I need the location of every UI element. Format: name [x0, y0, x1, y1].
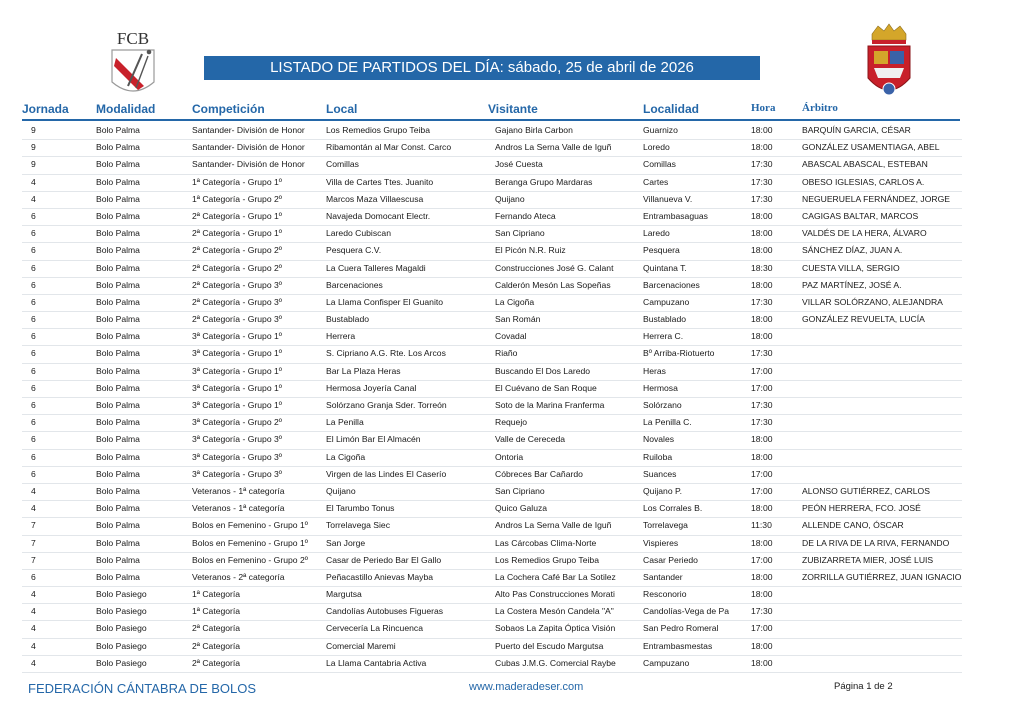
cell-modalidad: Bolo Palma — [96, 503, 140, 514]
cell-competicion: 2ª Categoría - Grupo 3º — [192, 314, 282, 325]
cell-modalidad: Bolo Palma — [96, 262, 140, 273]
table-row — [22, 209, 962, 226]
cell-jornada: 6 — [31, 571, 36, 582]
cell-hora: 18:00 — [751, 245, 773, 256]
cell-competicion: 3ª Categoría - Grupo 2º — [192, 417, 282, 428]
cell-visitante: Los Remedios Grupo Teiba — [495, 554, 599, 565]
cell-modalidad: Bolo Palma — [96, 485, 140, 496]
cell-competicion: 3ª Categoría - Grupo 1º — [192, 331, 282, 342]
table-row — [22, 656, 962, 673]
cell-modalidad: Bolo Palma — [96, 571, 140, 582]
cell-hora: 17:30 — [751, 417, 773, 428]
cell-modalidad: Bolo Palma — [96, 382, 140, 393]
cell-visitante: Requejo — [495, 417, 528, 428]
cell-localidad: Hermosa — [643, 382, 678, 393]
table-row — [22, 192, 962, 209]
cell-visitante: Cubas J.M.G. Comercial Raybe — [495, 657, 616, 668]
cell-local: Marcos Maza Villaescusa — [326, 193, 424, 204]
cell-modalidad: Bolo Palma — [96, 159, 140, 170]
cell-jornada: 7 — [31, 554, 36, 565]
cell-competicion: 1ª Categoría — [192, 606, 241, 617]
cell-jornada: 6 — [31, 348, 36, 359]
cell-jornada: 7 — [31, 520, 36, 531]
cell-hora: 17:00 — [751, 365, 773, 376]
cell-localidad: Villanueva V. — [643, 193, 693, 204]
cell-localidad: Herrera C. — [643, 331, 684, 342]
cell-competicion: 3ª Categoría - Grupo 3º — [192, 468, 282, 479]
cell-arbitro: OBESO IGLESIAS, CARLOS A. — [802, 176, 925, 187]
cell-local: Bustablado — [326, 314, 370, 325]
cell-visitante: José Cuesta — [495, 159, 543, 170]
cell-modalidad: Bolo Palma — [96, 142, 140, 153]
cell-localidad: Casar Periedo — [643, 554, 698, 565]
cell-local: Hermosa Joyería Canal — [326, 382, 417, 393]
table-row — [22, 570, 962, 587]
cell-modalidad: Bolo Palma — [96, 245, 140, 256]
cell-hora: 17:30 — [751, 176, 773, 187]
cell-arbitro: PAZ MARTÍNEZ, JOSÉ A. — [802, 279, 902, 290]
cell-hora: 18:00 — [751, 314, 773, 325]
cell-competicion: 3ª Categoría - Grupo 3º — [192, 451, 282, 462]
table-row — [22, 621, 962, 638]
cell-visitante: Gajano Birla Carbon — [495, 125, 573, 135]
cell-competicion: Bolos en Femenino - Grupo 2º — [192, 554, 308, 565]
cell-visitante: Calderón Mesón Las Sopeñas — [495, 279, 611, 290]
cell-visitante: Quijano — [495, 193, 525, 204]
cell-arbitro: ALLENDE CANO, ÓSCAR — [802, 520, 904, 531]
cell-hora: 18:00 — [751, 640, 773, 651]
cell-modalidad: Bolo Palma — [96, 314, 140, 325]
cell-local: Comillas — [326, 159, 359, 170]
cell-competicion: Santander- División de Honor — [192, 159, 305, 170]
cell-jornada: 6 — [31, 331, 36, 342]
cell-hora: 18:00 — [751, 279, 773, 290]
cell-competicion: Bolos en Femenino - Grupo 1º — [192, 520, 308, 531]
cell-hora: 18:00 — [751, 210, 773, 221]
cell-local: Candolías Autobuses Figueras — [326, 606, 444, 617]
cell-hora: 17:30 — [751, 159, 773, 170]
cell-hora: 18:00 — [751, 537, 773, 548]
cell-localidad: Campuzano — [643, 657, 690, 668]
cell-jornada: 6 — [31, 400, 36, 410]
cell-jornada: 6 — [31, 245, 36, 256]
table-row — [22, 398, 962, 415]
cell-jornada: 6 — [31, 417, 36, 428]
cell-visitante: Quico Galuza — [495, 503, 548, 514]
cell-arbitro: BARQUÍN GARCIA, CÉSAR — [802, 125, 911, 135]
cell-modalidad: Bolo Palma — [96, 554, 140, 565]
cell-hora: 18:00 — [751, 571, 773, 582]
cell-jornada: 6 — [31, 382, 36, 393]
cell-local: Barcenaciones — [326, 279, 383, 290]
cell-localidad: Comillas — [643, 159, 676, 170]
cell-localidad: Loredo — [643, 142, 670, 153]
cell-hora: 18:00 — [751, 434, 773, 445]
cell-local: La Penilla — [326, 417, 364, 428]
cell-jornada: 4 — [31, 623, 36, 634]
cell-jornada: 4 — [31, 176, 36, 187]
cell-competicion: Santander- División de Honor — [192, 142, 305, 153]
cell-visitante: Andros La Serna Valle de Iguñ — [495, 520, 612, 531]
cell-hora: 17:00 — [751, 382, 773, 393]
table-row — [22, 604, 962, 621]
table-row — [22, 175, 962, 192]
cell-hora: 18:30 — [751, 262, 773, 273]
cell-modalidad: Bolo Palma — [96, 520, 140, 531]
cell-competicion: Santander- División de Honor — [192, 125, 305, 135]
cell-hora: 17:30 — [751, 400, 773, 410]
cell-hora: 17:00 — [751, 485, 773, 496]
cell-modalidad: Bolo Palma — [96, 125, 140, 135]
table-row — [22, 553, 962, 570]
cell-hora: 17:30 — [751, 348, 773, 359]
cell-visitante: Covadal — [495, 331, 527, 342]
cell-competicion: 2ª Categoría - Grupo 2º — [192, 262, 282, 273]
cell-modalidad: Bolo Pasiego — [96, 606, 147, 617]
table-row — [22, 501, 962, 518]
cell-modalidad: Bolo Palma — [96, 434, 140, 445]
cell-modalidad: Bolo Palma — [96, 176, 140, 187]
cell-arbitro: VALDÉS DE LA HERA, ÁLVARO — [802, 228, 927, 239]
cell-jornada: 6 — [31, 279, 36, 290]
cell-visitante: Beranga Grupo Mardaras — [495, 176, 593, 187]
cell-local: Bar La Plaza Heras — [326, 365, 401, 376]
cell-hora: 18:00 — [751, 142, 773, 153]
table-row — [22, 140, 962, 157]
table-row — [22, 329, 962, 346]
cell-jornada: 6 — [31, 228, 36, 239]
cell-competicion: 2ª Categoría - Grupo 1º — [192, 210, 282, 221]
cell-jornada: 4 — [31, 640, 36, 651]
cell-modalidad: Bolo Pasiego — [96, 589, 147, 600]
cell-local: Casar de Periedo Bar El Gallo — [326, 554, 442, 565]
cell-localidad: Santander — [643, 571, 683, 582]
cell-arbitro: PEÓN HERRERA, FCO. JOSÉ — [802, 503, 921, 514]
cell-jornada: 6 — [31, 434, 36, 445]
cell-visitante: Cóbreces Bar Cañardo — [495, 468, 583, 479]
cell-localidad: La Penilla C. — [643, 417, 692, 428]
fcb-logo — [104, 22, 162, 100]
cell-visitante: La Cochera Café Bar La Sotilez — [495, 571, 616, 582]
cell-visitante: Ontoria — [495, 451, 524, 462]
cell-modalidad: Bolo Palma — [96, 417, 140, 428]
cell-local: Torrelavega Siec — [326, 520, 391, 531]
cell-jornada: 6 — [31, 314, 36, 325]
cell-modalidad: Bolo Palma — [96, 537, 140, 548]
cell-visitante: Valle de Cereceda — [495, 434, 566, 445]
column-header-modalidad: Modalidad — [96, 102, 156, 116]
cell-modalidad: Bolo Palma — [96, 348, 140, 359]
cell-competicion: 2ª Categoría - Grupo 3º — [192, 279, 282, 290]
cell-local: Ribamontán al Mar Const. Carco — [326, 142, 452, 153]
cell-competicion: 2ª Categoría — [192, 623, 241, 634]
cell-jornada: 7 — [31, 537, 36, 548]
cell-localidad: Entrambasmestas — [643, 640, 713, 651]
cell-jornada: 6 — [31, 262, 36, 273]
cell-hora: 11:30 — [751, 520, 772, 531]
cell-jornada: 6 — [31, 468, 36, 479]
cell-visitante: El Cuévano de San Roque — [495, 382, 597, 393]
cell-modalidad: Bolo Pasiego — [96, 623, 147, 634]
cell-hora: 18:00 — [751, 451, 773, 462]
cell-modalidad: Bolo Pasiego — [96, 640, 147, 651]
cell-jornada: 9 — [31, 125, 36, 135]
cell-visitante: Puerto del Escudo Margutsa — [495, 640, 604, 651]
cell-localidad: Candolías-Vega de Pa — [643, 606, 730, 617]
cell-modalidad: Bolo Palma — [96, 228, 140, 239]
cell-modalidad: Bolo Palma — [96, 331, 140, 342]
cell-visitante: Riaño — [495, 348, 518, 359]
cell-arbitro: ZORRILLA GUTIÉRREZ, JUAN IGNACIO — [802, 571, 962, 582]
cell-visitante: San Román — [495, 314, 541, 325]
cell-localidad: Barcenaciones — [643, 279, 700, 290]
cell-jornada: 4 — [31, 485, 36, 496]
cell-visitante: Andros La Serna Valle de Iguñ — [495, 142, 612, 153]
footer-website-link[interactable]: www.maderadeser.com — [469, 681, 584, 693]
cell-localidad: Entrambasaguas — [643, 210, 708, 221]
cell-modalidad: Bolo Palma — [96, 400, 140, 410]
cell-local: La Llama Confisper El Guanito — [326, 296, 444, 307]
table-row — [22, 312, 962, 329]
table-row — [22, 467, 962, 484]
cell-jornada: 6 — [31, 365, 36, 376]
cell-localidad: Resconorio — [643, 589, 687, 600]
cell-hora: 17:00 — [751, 554, 773, 565]
cell-localidad: Guarnizo — [643, 125, 678, 135]
cell-modalidad: Bolo Palma — [96, 468, 140, 479]
cell-jornada: 4 — [31, 193, 36, 204]
cell-local: La Cigoña — [326, 451, 366, 462]
cell-arbitro: GONZÁLEZ REVUELTA, LUCÍA — [802, 314, 925, 325]
cell-local: Solórzano Granja Sder. Torreón — [326, 400, 447, 410]
cell-competicion: 3ª Categoría - Grupo 1º — [192, 365, 282, 376]
table-row — [22, 157, 962, 174]
cell-localidad: Bº Arriba-Riotuerto — [643, 348, 715, 359]
table-row — [22, 639, 962, 656]
cell-local: El Tarumbo Tonus — [326, 503, 395, 514]
cell-competicion: 1ª Categoría - Grupo 2º — [192, 193, 282, 204]
cell-jornada: 4 — [31, 606, 36, 617]
cell-competicion: 2ª Categoría - Grupo 2º — [192, 245, 282, 256]
table-row — [22, 450, 962, 467]
cell-hora: 18:00 — [751, 657, 773, 668]
cell-localidad: Novales — [643, 434, 675, 445]
cell-jornada: 6 — [31, 296, 36, 307]
cell-competicion: Bolos en Femenino - Grupo 1º — [192, 537, 308, 548]
fcb-logo-text: FCB — [116, 29, 150, 48]
table-row — [22, 261, 962, 278]
cell-localidad: Cartes — [643, 176, 669, 187]
cell-arbitro: ABASCAL ABASCAL, ESTEBAN — [802, 159, 928, 170]
cell-hora: 17:30 — [751, 193, 773, 204]
cell-modalidad: Bolo Palma — [96, 210, 140, 221]
cell-hora: 17:30 — [751, 606, 773, 617]
cell-hora: 17:30 — [751, 296, 773, 307]
cell-localidad: Quijano P. — [643, 485, 683, 496]
table-row — [22, 518, 962, 535]
table-row — [22, 346, 962, 363]
cell-modalidad: Bolo Pasiego — [96, 657, 147, 668]
cell-local: Navajeda Domocant Electr. — [326, 210, 431, 221]
cell-localidad: Quintana T. — [643, 262, 687, 273]
cell-competicion: 3ª Categoría - Grupo 1º — [192, 382, 282, 393]
cell-competicion: 1ª Categoría — [192, 589, 241, 600]
cell-localidad: Pesquera — [643, 245, 680, 256]
cell-competicion: 2ª Categoría - Grupo 1º — [192, 228, 282, 239]
cell-hora: 18:00 — [751, 228, 773, 239]
cell-hora: 18:00 — [751, 331, 773, 342]
cell-arbitro: SÁNCHEZ DÍAZ, JUAN A. — [802, 245, 903, 256]
cell-localidad: San Pedro Romeral — [643, 623, 719, 634]
cell-jornada: 4 — [31, 589, 36, 600]
coat-of-arms-logo — [862, 22, 916, 102]
page-title: LISTADO DE PARTIDOS DEL DÍA: sábado, 25 de abril de 2026 — [204, 56, 760, 80]
cell-local: Los Remedios Grupo Teiba — [326, 125, 430, 135]
cell-localidad: Suances — [643, 468, 677, 479]
cell-local: La Llama Cantabria Activa — [326, 657, 427, 668]
cell-visitante: Las Cárcobas Clima-Norte — [495, 537, 597, 548]
cell-local: San Jorge — [326, 537, 366, 548]
table-row — [22, 123, 962, 140]
cell-local: El Limón Bar El Almacén — [326, 434, 421, 445]
column-header-competicion: Competición — [192, 102, 265, 116]
cell-jornada: 4 — [31, 657, 36, 668]
cell-hora: 17:00 — [751, 468, 773, 479]
cell-competicion: 3ª Categoría - Grupo 3º — [192, 434, 282, 445]
column-header-visitante: Visitante — [488, 102, 538, 116]
cell-hora: 18:00 — [751, 503, 773, 514]
cell-localidad: Campuzano — [643, 296, 690, 307]
table-row — [22, 536, 962, 553]
column-header-hora: Hora — [751, 102, 776, 114]
cell-visitante: Soto de la Marina Franferma — [495, 400, 605, 410]
footer-federation: FEDERACIÓN CÁNTABRA DE BOLOS — [28, 681, 257, 696]
cell-arbitro: CUESTA VILLA, SERGIO — [802, 262, 900, 273]
cell-modalidad: Bolo Palma — [96, 193, 140, 204]
cell-modalidad: Bolo Palma — [96, 279, 140, 290]
cell-local: Comercial Maremi — [326, 640, 396, 651]
cell-visitante: Buscando El Dos Laredo — [495, 365, 591, 376]
match-table — [22, 123, 962, 673]
cell-arbitro: ZUBIZARRETA MIER, JOSÉ LUIS — [802, 554, 934, 565]
table-row — [22, 278, 962, 295]
table-row — [22, 415, 962, 432]
cell-competicion: Veteranos - 2ª categoría — [192, 571, 285, 582]
cell-modalidad: Bolo Palma — [96, 451, 140, 462]
cell-localidad: Heras — [643, 365, 666, 376]
table-row — [22, 381, 962, 398]
cell-visitante: El Picón N.R. Ruiz — [495, 245, 566, 256]
cell-arbitro: ALONSO GUTIÉRREZ, CARLOS — [802, 485, 930, 496]
cell-jornada: 9 — [31, 159, 36, 170]
cell-localidad: Laredo — [643, 228, 670, 239]
cell-jornada: 6 — [31, 210, 36, 221]
cell-visitante: Alto Pas Construcciones Morati — [495, 589, 615, 600]
cell-competicion: 3ª Categoría - Grupo 1º — [192, 400, 282, 410]
table-row — [22, 243, 962, 260]
cell-localidad: Vispieres — [643, 537, 679, 548]
table-row — [22, 587, 962, 604]
cell-visitante: La Cigoña — [495, 296, 535, 307]
cell-local: Herrera — [326, 331, 356, 342]
cell-competicion: Veteranos - 1ª categoría — [192, 503, 285, 514]
cell-localidad: Bustablado — [643, 314, 687, 325]
column-header-local: Local — [326, 102, 358, 116]
cell-modalidad: Bolo Palma — [96, 296, 140, 307]
cell-local: Villa de Cartes Ttes. Juanito — [326, 176, 434, 187]
cell-local: La Cuera Talleres Magaldi — [326, 262, 426, 273]
cell-competicion: 2ª Categoría — [192, 657, 241, 668]
cell-arbitro: VILLAR SOLÓRZANO, ALEJANDRA — [802, 296, 943, 307]
table-header — [22, 102, 962, 118]
column-header-jornada: Jornada — [22, 102, 69, 116]
cell-localidad: Torrelavega — [643, 520, 688, 531]
cell-visitante: Sobaos La Zapita Óptica Visión — [495, 623, 616, 634]
cell-localidad: Los Corrales B. — [643, 503, 703, 514]
cell-jornada: 6 — [31, 451, 36, 462]
cell-hora: 17:00 — [751, 623, 773, 634]
cell-visitante: San Cipriano — [495, 485, 545, 496]
cell-local: Quijano — [326, 485, 356, 496]
cell-competicion: 3ª Categoría - Grupo 1º — [192, 348, 282, 359]
cell-jornada: 9 — [31, 142, 36, 153]
cell-visitante: San Cipriano — [495, 228, 545, 239]
cell-arbitro: GONZÁLEZ USAMENTIAGA, ABEL — [802, 142, 940, 153]
table-row — [22, 432, 962, 449]
cell-local: Cervecería La Rincuenca — [326, 623, 423, 634]
header-divider — [22, 119, 960, 121]
cell-local: Margutsa — [326, 589, 362, 600]
cell-arbitro: NEGUERUELA FERNÁNDEZ, JORGE — [802, 193, 951, 204]
cell-competicion: 2ª Categoría — [192, 640, 241, 651]
cell-visitante: Construcciones José G. Calant — [495, 262, 614, 273]
cell-jornada: 4 — [31, 503, 36, 514]
cell-arbitro: CAGIGAS BALTAR, MARCOS — [802, 210, 919, 221]
cell-localidad: Solórzano — [643, 400, 682, 410]
column-header-localidad: Localidad — [643, 102, 700, 116]
cell-modalidad: Bolo Palma — [96, 365, 140, 376]
cell-local: Peñacastillo Anievas Mayba — [326, 571, 434, 582]
cell-localidad: Ruiloba — [643, 451, 673, 462]
column-header-arbitro: Árbitro — [802, 102, 838, 114]
cell-hora: 18:00 — [751, 125, 773, 135]
cell-competicion: Veteranos - 1ª categoría — [192, 485, 285, 496]
footer-page-number: Página 1 de 2 — [834, 681, 893, 692]
table-row — [22, 484, 962, 501]
cell-competicion: 2ª Categoría - Grupo 3º — [192, 296, 282, 307]
cell-competicion: 1ª Categoría - Grupo 1º — [192, 176, 282, 187]
cell-local: Virgen de las Lindes El Caserío — [326, 468, 447, 479]
table-row — [22, 364, 962, 381]
cell-visitante: Fernando Ateca — [495, 210, 556, 221]
cell-local: Laredo Cubiscan — [326, 228, 391, 239]
cell-local: Pesquera C.V. — [326, 245, 382, 256]
table-row — [22, 295, 962, 312]
cell-arbitro: DE LA RIVA DE LA RIVA, FERNANDO — [802, 537, 950, 548]
table-row — [22, 226, 962, 243]
cell-hora: 18:00 — [751, 589, 773, 600]
cell-local: S. Cipriano A.G. Rte. Los Arcos — [326, 348, 446, 359]
cell-visitante: La Costera Mesón Candela "A" — [495, 606, 614, 617]
